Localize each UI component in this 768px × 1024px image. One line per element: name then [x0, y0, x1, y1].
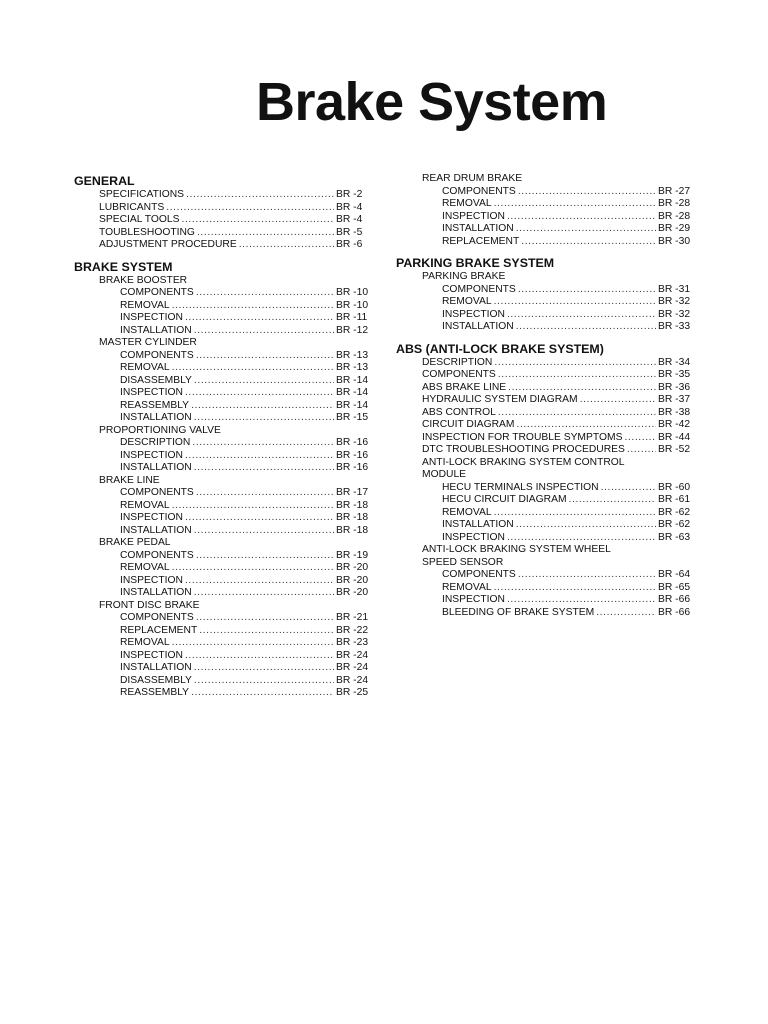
- toc-entry-page: BR -12: [336, 324, 369, 336]
- dot-leader: [172, 500, 334, 513]
- dot-leader: [199, 625, 334, 638]
- toc-entry-page: BR -14: [336, 374, 369, 386]
- toc-entry: [396, 211, 696, 224]
- toc-entry-label: ABS BRAKE LINE: [422, 381, 507, 393]
- toc-entry-page: BR -18: [336, 512, 369, 523]
- subsection-abs-control-module-line2: MODULE: [422, 469, 467, 480]
- dot-leader: [518, 284, 656, 297]
- toc-entry: [74, 239, 374, 252]
- toc-entry-page: BR -66: [658, 606, 691, 618]
- toc-entry: [74, 350, 374, 363]
- toc-entry-label: INSPECTION: [442, 308, 505, 320]
- dot-leader: [185, 450, 334, 463]
- toc-entry-label: INSPECTION FOR TROUBLE SYMPTOMS: [422, 431, 623, 443]
- toc-entry-label: INSPECTION: [120, 387, 183, 398]
- toc-entry-label: DESCRIPTION: [422, 356, 493, 368]
- general-entries: [74, 189, 374, 252]
- subsection-wheel-speed-sensor-line2: SPEED SENSOR: [422, 556, 504, 568]
- toc-entry-label: ADJUSTMENT PROCEDURE: [99, 239, 237, 250]
- toc-entry-page: BR -32: [658, 296, 691, 307]
- wheel-speed-sensor-entries: [396, 569, 696, 619]
- toc-entry: [74, 227, 374, 240]
- dot-leader: [508, 382, 656, 395]
- toc-entry-label: INSTALLATION: [120, 324, 192, 336]
- toc-entry-label: COMPONENTS: [442, 283, 516, 295]
- dot-leader: [517, 419, 657, 432]
- toc-entry-page: BR -18: [336, 499, 369, 511]
- toc-entry-page: BR -24: [336, 662, 369, 673]
- toc-entry-label: INSPECTION: [120, 449, 183, 461]
- toc-entry-label: REMOVAL: [120, 499, 170, 511]
- toc-entry-page: BR -10: [336, 299, 369, 311]
- section-heading-parking-brake-system: PARKING BRAKE SYSTEM: [396, 256, 555, 270]
- toc-entry-page: BR -30: [658, 235, 691, 247]
- dot-leader: [191, 687, 334, 700]
- toc-entry-label: COMPONENTS: [120, 287, 194, 298]
- toc-entry-page: BR -23: [336, 637, 369, 648]
- toc-entry: [74, 214, 374, 227]
- abs-entries: [396, 357, 696, 457]
- toc-entry-page: BR -22: [336, 624, 369, 636]
- toc-entry: [396, 321, 696, 334]
- dot-leader: [239, 239, 334, 252]
- toc-entry-label: INSPECTION: [442, 531, 505, 543]
- toc-entry-label: TOUBLESHOOTING: [99, 226, 195, 238]
- toc-entry-label: COMPONENTS: [120, 549, 194, 561]
- dot-leader: [196, 487, 334, 500]
- toc-entry: [74, 587, 374, 600]
- toc-entry-page: BR -15: [336, 412, 369, 423]
- toc-entry-page: BR -31: [658, 283, 691, 295]
- subsection-master-cylinder: MASTER CYLINDER: [99, 337, 197, 348]
- toc-entry: [396, 407, 696, 420]
- toc-entry: [396, 532, 696, 545]
- toc-entry-page: BR -60: [658, 481, 691, 493]
- toc-entry-page: BR -5: [336, 226, 363, 238]
- toc-entry-label: INSTALLATION: [442, 519, 514, 530]
- toc-entry-page: BR -6: [336, 239, 363, 250]
- toc-entry-page: BR -20: [336, 587, 369, 598]
- toc-entry-page: BR -19: [336, 549, 369, 561]
- toc-entry-page: BR -25: [336, 687, 369, 698]
- toc-entry-label: SPECIAL TOOLS: [99, 214, 180, 225]
- toc-entry: [396, 419, 696, 432]
- toc-entry-page: BR -14: [336, 387, 369, 398]
- toc-entry: [74, 287, 374, 300]
- dot-leader: [196, 550, 334, 563]
- dot-leader: [192, 437, 334, 450]
- toc-right-column: [396, 173, 696, 619]
- toc-entry: [74, 525, 374, 538]
- toc-entry-page: BR -24: [336, 674, 369, 686]
- subsection-proportioning-valve: PROPORTIONING VALVE: [99, 424, 221, 436]
- dot-leader: [507, 211, 656, 224]
- toc-entry-page: BR -61: [658, 494, 691, 505]
- section-heading-general: GENERAL: [74, 174, 135, 188]
- toc-entry-label: INSPECTION: [442, 210, 505, 222]
- toc-entry: [74, 189, 374, 202]
- toc-entry-label: INSTALLATION: [120, 587, 192, 598]
- dot-leader: [196, 287, 334, 300]
- toc-entry: [396, 569, 696, 582]
- toc-entry: [396, 357, 696, 370]
- toc-entry-label: SPECIFICATIONS: [99, 189, 185, 200]
- toc-entry-label: INSPECTION: [120, 574, 183, 586]
- toc-entry: [396, 607, 696, 620]
- toc-entry-label: COMPONENTS: [120, 612, 194, 623]
- toc-entry: [396, 236, 696, 249]
- toc-entry-page: BR -66: [658, 594, 691, 605]
- toc-entry-label: INSPECTION: [120, 649, 183, 661]
- toc-entry-label: CIRCUIT DIAGRAM: [422, 419, 515, 430]
- subsection-abs-control-module-line1: ANTI-LOCK BRAKING SYSTEM CONTROL: [422, 456, 625, 468]
- dot-leader: [185, 387, 334, 400]
- dot-leader: [627, 444, 656, 457]
- dot-leader: [172, 362, 334, 375]
- toc-entry-page: BR -16: [336, 437, 369, 448]
- toc-entry-label: REMOVAL: [442, 296, 492, 307]
- toc-entry-label: REASSEMBLY: [120, 399, 190, 411]
- toc-entry-page: BR -4: [336, 201, 363, 213]
- dot-leader: [494, 357, 656, 370]
- toc-entry-page: BR -4: [336, 214, 363, 225]
- toc-entry-label: INSTALLATION: [120, 662, 192, 673]
- toc-entry-label: INSPECTION: [120, 512, 183, 523]
- subsection-brake-line: BRAKE LINE: [99, 474, 160, 486]
- toc-entry: [74, 450, 374, 463]
- toc-entry: [74, 387, 374, 400]
- subsection-wheel-speed-sensor-line1: ANTI-LOCK BRAKING SYSTEM WHEEL: [422, 544, 611, 555]
- toc-entry-page: BR -34: [658, 356, 691, 368]
- abs-module-entries: [396, 482, 696, 545]
- toc-entry-label: INSTALLATION: [120, 462, 192, 473]
- toc-entry-page: BR -17: [336, 487, 369, 498]
- toc-entry-page: BR -16: [336, 462, 369, 473]
- dot-leader: [194, 675, 334, 688]
- dot-leader: [624, 432, 656, 445]
- toc-entry-page: BR -62: [658, 506, 691, 518]
- toc-entry-page: BR -13: [336, 362, 369, 373]
- dot-leader: [516, 223, 656, 236]
- dot-leader: [196, 612, 334, 625]
- dot-leader: [596, 607, 656, 620]
- toc-entry-label: COMPONENTS: [120, 487, 194, 498]
- dot-leader: [182, 214, 334, 227]
- toc-entry-page: BR -10: [336, 287, 369, 298]
- toc-entry-page: BR -20: [336, 574, 369, 586]
- toc-entry-page: BR -20: [336, 562, 369, 573]
- toc-entry: [74, 575, 374, 588]
- dot-leader: [194, 587, 334, 600]
- toc-entry: [396, 223, 696, 236]
- dot-leader: [507, 309, 656, 322]
- dot-leader: [186, 189, 334, 202]
- toc-entry: [396, 394, 696, 407]
- toc-entry-page: BR -13: [336, 349, 369, 361]
- toc-entry-page: BR -11: [336, 312, 368, 323]
- toc-entry: [74, 412, 374, 425]
- toc-entry: [396, 369, 696, 382]
- dot-leader: [580, 394, 656, 407]
- toc-entry-label: REPLACEMENT: [120, 624, 198, 636]
- toc-entry: [396, 432, 696, 445]
- dot-leader: [498, 407, 656, 420]
- toc-entry-label: INSPECTION: [442, 594, 505, 605]
- dot-leader: [518, 569, 656, 582]
- dot-leader: [518, 186, 656, 199]
- dot-leader: [172, 562, 334, 575]
- toc-entry-label: LUBRICANTS: [99, 201, 165, 213]
- toc-entry-page: BR -18: [336, 524, 369, 536]
- brake-line-entries: [74, 487, 374, 537]
- dot-leader: [196, 350, 334, 363]
- dot-leader: [166, 202, 334, 215]
- toc-entry-label: COMPONENTS: [442, 569, 516, 580]
- toc-entry: [396, 198, 696, 211]
- toc-entry-page: BR -64: [658, 569, 691, 580]
- dot-leader: [498, 369, 656, 382]
- toc-entry-label: INSTALLATION: [120, 524, 192, 536]
- toc-entry-page: BR -65: [658, 581, 691, 593]
- dot-leader: [194, 412, 334, 425]
- dot-leader: [185, 512, 334, 525]
- toc-entry: [74, 612, 374, 625]
- dot-leader: [507, 594, 656, 607]
- dot-leader: [507, 532, 656, 545]
- toc-entry: [396, 594, 696, 607]
- toc-entry-page: BR -21: [336, 612, 369, 623]
- toc-entry: [74, 650, 374, 663]
- toc-entry: [74, 662, 374, 675]
- toc-entry-label: DTC TROUBLESHOOTING PROCEDURES: [422, 444, 625, 455]
- toc-entry: [74, 202, 374, 215]
- toc-entry: [396, 186, 696, 199]
- toc-entry: [74, 687, 374, 700]
- toc-entry-label: ABS CONTROL: [422, 406, 496, 418]
- toc-entry-page: BR -35: [658, 369, 691, 380]
- toc-entry: [396, 507, 696, 520]
- toc-entry: [74, 675, 374, 688]
- toc-entry-label: COMPONENTS: [442, 185, 516, 197]
- toc-entry: [396, 296, 696, 309]
- toc-entry: [396, 519, 696, 532]
- master-cylinder-entries: [74, 350, 374, 425]
- toc-entry-page: BR -33: [658, 321, 691, 332]
- front-disc-brake-entries: [74, 612, 374, 700]
- toc-entry: [74, 400, 374, 413]
- toc-entry: [396, 582, 696, 595]
- toc-entry-label: INSTALLATION: [442, 321, 514, 332]
- section-heading-brake-system: BRAKE SYSTEM: [74, 259, 173, 274]
- dot-leader: [521, 236, 656, 249]
- toc-entry-label: REMOVAL: [442, 506, 492, 518]
- dot-leader: [569, 494, 656, 507]
- toc-entry: [396, 284, 696, 297]
- dot-leader: [185, 312, 334, 325]
- page-title: Brake System: [256, 72, 608, 132]
- toc-entry-label: REMOVAL: [120, 562, 170, 573]
- toc-entry-label: DISASSEMBLY: [120, 374, 192, 386]
- toc-entry-page: BR -63: [658, 531, 691, 543]
- toc-entry-page: BR -28: [658, 210, 691, 222]
- dot-leader: [191, 400, 334, 413]
- toc-entry: [74, 312, 374, 325]
- subsection-rear-drum-brake: REAR DRUM BRAKE: [422, 173, 523, 184]
- toc-entry-label: INSPECTION: [120, 312, 183, 323]
- toc-entry-page: BR -29: [658, 223, 691, 234]
- proportioning-valve-entries: [74, 437, 374, 475]
- toc-entry: [74, 550, 374, 563]
- dot-leader: [194, 325, 334, 338]
- toc-entry-label: INSTALLATION: [120, 412, 192, 423]
- toc-entry: [74, 375, 374, 388]
- toc-entry-label: REPLACEMENT: [442, 235, 520, 247]
- dot-leader: [516, 321, 656, 334]
- toc-entry-page: BR -38: [658, 406, 691, 418]
- toc-entry-label: BLEEDING OF BRAKE SYSTEM: [442, 606, 595, 618]
- dot-leader: [494, 582, 656, 595]
- toc-entry-label: COMPONENTS: [120, 349, 194, 361]
- toc-entry: [74, 325, 374, 338]
- toc-entry: [396, 482, 696, 495]
- toc-entry-label: REASSEMBLY: [120, 687, 190, 698]
- toc-entry-label: REMOVAL: [442, 581, 492, 593]
- toc-entry-page: BR -52: [658, 444, 691, 455]
- toc-entry-page: BR -27: [658, 185, 691, 197]
- rear-drum-brake-entries: [396, 186, 696, 249]
- toc-entry-label: COMPONENTS: [422, 369, 496, 380]
- toc-entry-label: DISASSEMBLY: [120, 674, 192, 686]
- subsection-parking-brake: PARKING BRAKE: [422, 271, 506, 282]
- dot-leader: [194, 525, 334, 538]
- dot-leader: [172, 637, 334, 650]
- toc-entry-label: REMOVAL: [120, 299, 170, 311]
- toc-entry-page: BR -14: [336, 399, 369, 411]
- toc-entry: [396, 494, 696, 507]
- dot-leader: [516, 519, 656, 532]
- subsection-brake-booster: BRAKE BOOSTER: [99, 274, 188, 286]
- toc-entry-page: BR -32: [658, 308, 691, 320]
- dot-leader: [172, 300, 334, 313]
- toc-entry-label: REMOVAL: [120, 362, 170, 373]
- toc-entry-page: BR -62: [658, 519, 691, 530]
- toc-entry: [74, 637, 374, 650]
- toc-entry: [74, 462, 374, 475]
- toc-entry-label: HECU CIRCUIT DIAGRAM: [442, 494, 567, 505]
- toc-entry-label: HYDRAULIC SYSTEM DIAGRAM: [422, 394, 578, 405]
- toc-entry: [74, 625, 374, 638]
- toc-entry-page: BR -24: [336, 649, 369, 661]
- toc-entry: [74, 300, 374, 313]
- toc-entry-page: BR -42: [658, 419, 691, 430]
- toc-entry: [74, 487, 374, 500]
- brake-pedal-entries: [74, 550, 374, 600]
- subsection-front-disc-brake: FRONT DISC BRAKE: [99, 599, 200, 611]
- dot-leader: [494, 296, 656, 309]
- toc-entry-page: BR -44: [658, 431, 691, 443]
- toc-entry-label: DESCRIPTION: [120, 437, 191, 448]
- toc-entry: [396, 382, 696, 395]
- dot-leader: [197, 227, 334, 240]
- toc-entry-label: INSTALLATION: [442, 223, 514, 234]
- section-heading-abs: ABS (ANTI-LOCK BRAKE SYSTEM): [396, 341, 604, 356]
- toc-entry-label: REMOVAL: [442, 198, 492, 209]
- dot-leader: [494, 507, 656, 520]
- dot-leader: [194, 375, 334, 388]
- dot-leader: [494, 198, 656, 211]
- toc-entry: [74, 437, 374, 450]
- toc-entry-page: BR -16: [336, 449, 369, 461]
- brake-booster-entries: [74, 287, 374, 337]
- toc-entry: [74, 362, 374, 375]
- toc-entry: [396, 444, 696, 457]
- dot-leader: [194, 462, 334, 475]
- toc-entry: [396, 309, 696, 322]
- toc-entry-page: BR -36: [658, 381, 691, 393]
- dot-leader: [185, 575, 334, 588]
- toc-entry-label: REMOVAL: [120, 637, 170, 648]
- dot-leader: [194, 662, 334, 675]
- toc-entry: [74, 500, 374, 513]
- toc-entry-page: BR -2: [336, 189, 363, 200]
- toc-left-column: [74, 173, 374, 700]
- parking-brake-entries: [396, 284, 696, 334]
- toc-entry: [74, 512, 374, 525]
- toc-entry-page: BR -28: [658, 198, 691, 209]
- dot-leader: [601, 482, 656, 495]
- toc-entry: [74, 562, 374, 575]
- dot-leader: [185, 650, 334, 663]
- toc-entry-page: BR -37: [658, 394, 691, 405]
- subsection-brake-pedal: BRAKE PEDAL: [99, 537, 171, 548]
- toc-entry-label: HECU TERMINALS INSPECTION: [442, 481, 599, 493]
